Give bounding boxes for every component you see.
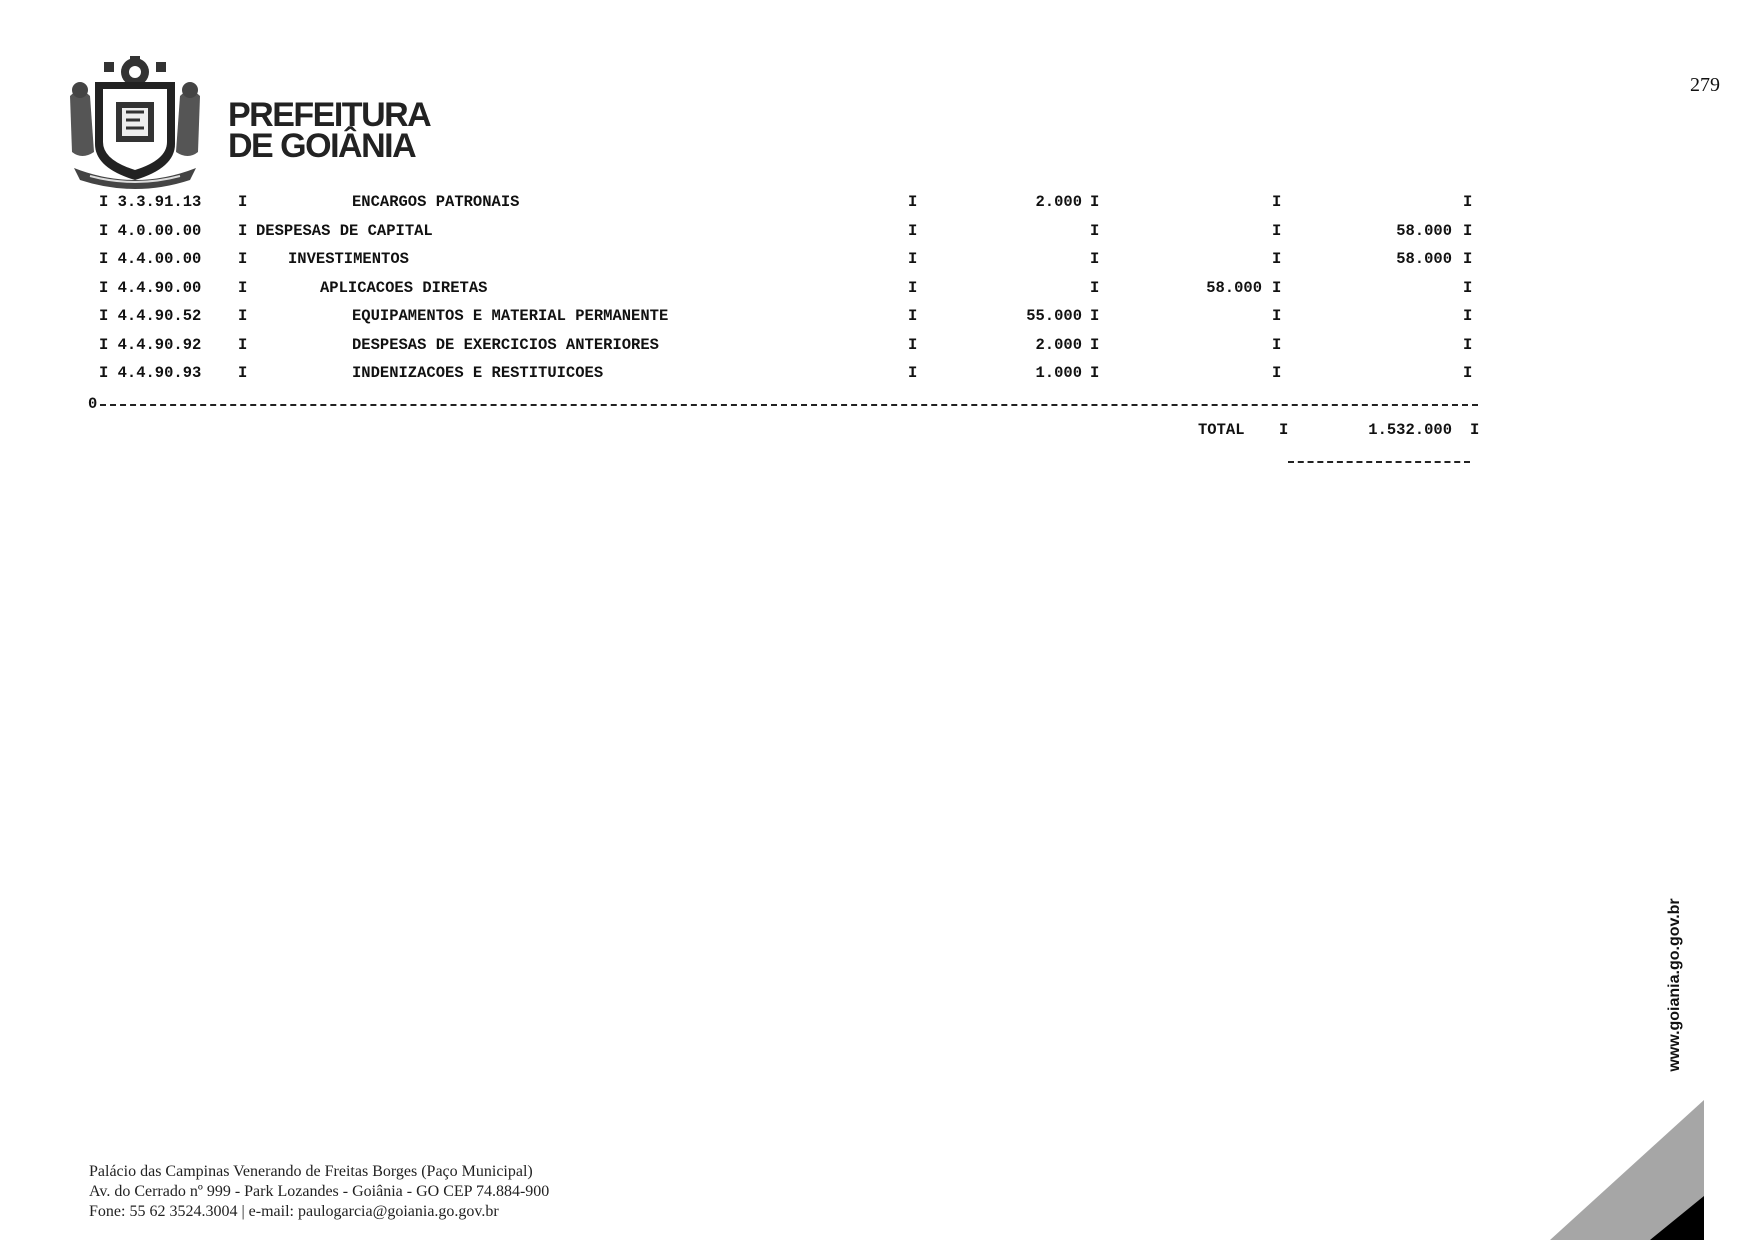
row-separator: I: [238, 221, 248, 240]
row-value-col1: 2.000: [1035, 193, 1082, 211]
brand-line-2: DE GOIÂNIA: [228, 127, 416, 165]
row-separator: I: [908, 250, 918, 268]
table-row: [0, 192, 1754, 212]
total-value: 1.532.000: [1368, 421, 1452, 439]
table-row: [0, 335, 1754, 355]
row-separator: I: [1090, 364, 1100, 382]
row-separator: I: [1090, 335, 1100, 354]
row-code: I 4.4.90.93: [99, 364, 202, 382]
row-separator: I: [1463, 221, 1473, 240]
row-separator: I: [1090, 250, 1100, 268]
row-separator: I: [238, 193, 248, 211]
row-separator: I: [908, 278, 918, 297]
row-value-col1: 1.000: [1035, 364, 1082, 382]
row-description: APLICACOES DIRETAS: [320, 278, 488, 297]
row-value-col1: 55.000: [1026, 307, 1082, 325]
row-value-col1: 2.000: [1035, 335, 1082, 354]
row-separator: I: [1272, 250, 1282, 268]
dashed-rule: [100, 404, 1478, 406]
row-code: I 4.4.90.92: [99, 335, 202, 354]
brand-line-1: PREFEITURA: [228, 96, 431, 134]
row-description: ENCARGOS PATRONAIS: [352, 193, 520, 211]
row-separator: I: [908, 335, 918, 354]
row-code: I 4.4.90.00: [99, 278, 202, 297]
footer-line-1: Palácio das Campinas Venerando de Freitas Borges (Paço Municipal): [89, 1163, 533, 1180]
row-description: DESPESAS DE EXERCICIOS ANTERIORES: [352, 335, 659, 354]
footer-line-2: Av. do Cerrado nº 999 - Park Lozandes - Goiânia - GO CEP 74.884-900: [89, 1183, 550, 1200]
row-separator: I: [238, 364, 248, 382]
total-label: TOTAL: [1198, 421, 1245, 439]
row-value-col2: 58.000: [1206, 278, 1262, 297]
row-value-col3: 58.000: [1396, 221, 1452, 240]
address-footer: [89, 1162, 549, 1222]
table-row: [0, 363, 1754, 383]
row-separator: I: [1463, 307, 1473, 325]
row-separator: I: [1463, 278, 1473, 297]
row-separator: I: [238, 307, 248, 325]
website-text: www.goiania.go.gov.br: [1666, 898, 1683, 1072]
row-separator: I: [1463, 250, 1473, 268]
total-underline: [1288, 461, 1470, 463]
rule-lead-char: 0: [88, 395, 98, 413]
row-separator: I: [908, 307, 918, 325]
row-value-col3: 58.000: [1396, 250, 1452, 268]
table-row: [0, 249, 1754, 269]
website-vertical-label: [1660, 890, 1690, 1080]
row-separator: I: [1090, 278, 1100, 297]
row-separator: I: [238, 278, 248, 297]
total-separator-right: I: [1470, 421, 1480, 439]
row-separator: I: [1272, 307, 1282, 325]
row-separator: I: [238, 335, 248, 354]
row-description: EQUIPAMENTOS E MATERIAL PERMANENTE: [352, 307, 669, 325]
page-number: 279: [1690, 74, 1720, 96]
table-row: [0, 278, 1754, 298]
table-row: [0, 306, 1754, 326]
row-separator: I: [1463, 335, 1473, 354]
row-separator: I: [238, 250, 248, 268]
row-description: INDENIZACOES E RESTITUICOES: [352, 364, 604, 382]
total-row: [0, 420, 1754, 440]
row-separator: I: [1463, 193, 1473, 211]
row-separator: I: [908, 193, 918, 211]
table-bottom-rule: [88, 394, 1480, 414]
corner-triangle-decoration: [1550, 1100, 1704, 1240]
total-separator-left: I: [1279, 421, 1289, 439]
row-code: I 4.4.00.00: [99, 250, 202, 268]
row-code: I 3.3.91.13: [99, 193, 202, 211]
row-description: DESPESAS DE CAPITAL: [256, 221, 433, 240]
row-separator: I: [1090, 307, 1100, 325]
row-separator: I: [1272, 335, 1282, 354]
row-code: I 4.0.00.00: [99, 221, 202, 240]
row-separator: I: [1090, 193, 1100, 211]
row-separator: I: [1272, 278, 1282, 297]
row-separator: I: [1272, 221, 1282, 240]
row-separator: I: [1272, 193, 1282, 211]
row-separator: I: [1272, 364, 1282, 382]
footer-line-3: Fone: 55 62 3524.3004 | e-mail: paulogarcia@goiania.go.gov.br: [89, 1203, 499, 1220]
row-separator: I: [1463, 364, 1473, 382]
row-code: I 4.4.90.52: [99, 307, 202, 325]
expense-table: [0, 0, 1754, 460]
row-separator: I: [1090, 221, 1100, 240]
row-separator: I: [908, 221, 918, 240]
row-description: INVESTIMENTOS: [288, 250, 409, 268]
table-row: [0, 221, 1754, 241]
row-separator: I: [908, 364, 918, 382]
